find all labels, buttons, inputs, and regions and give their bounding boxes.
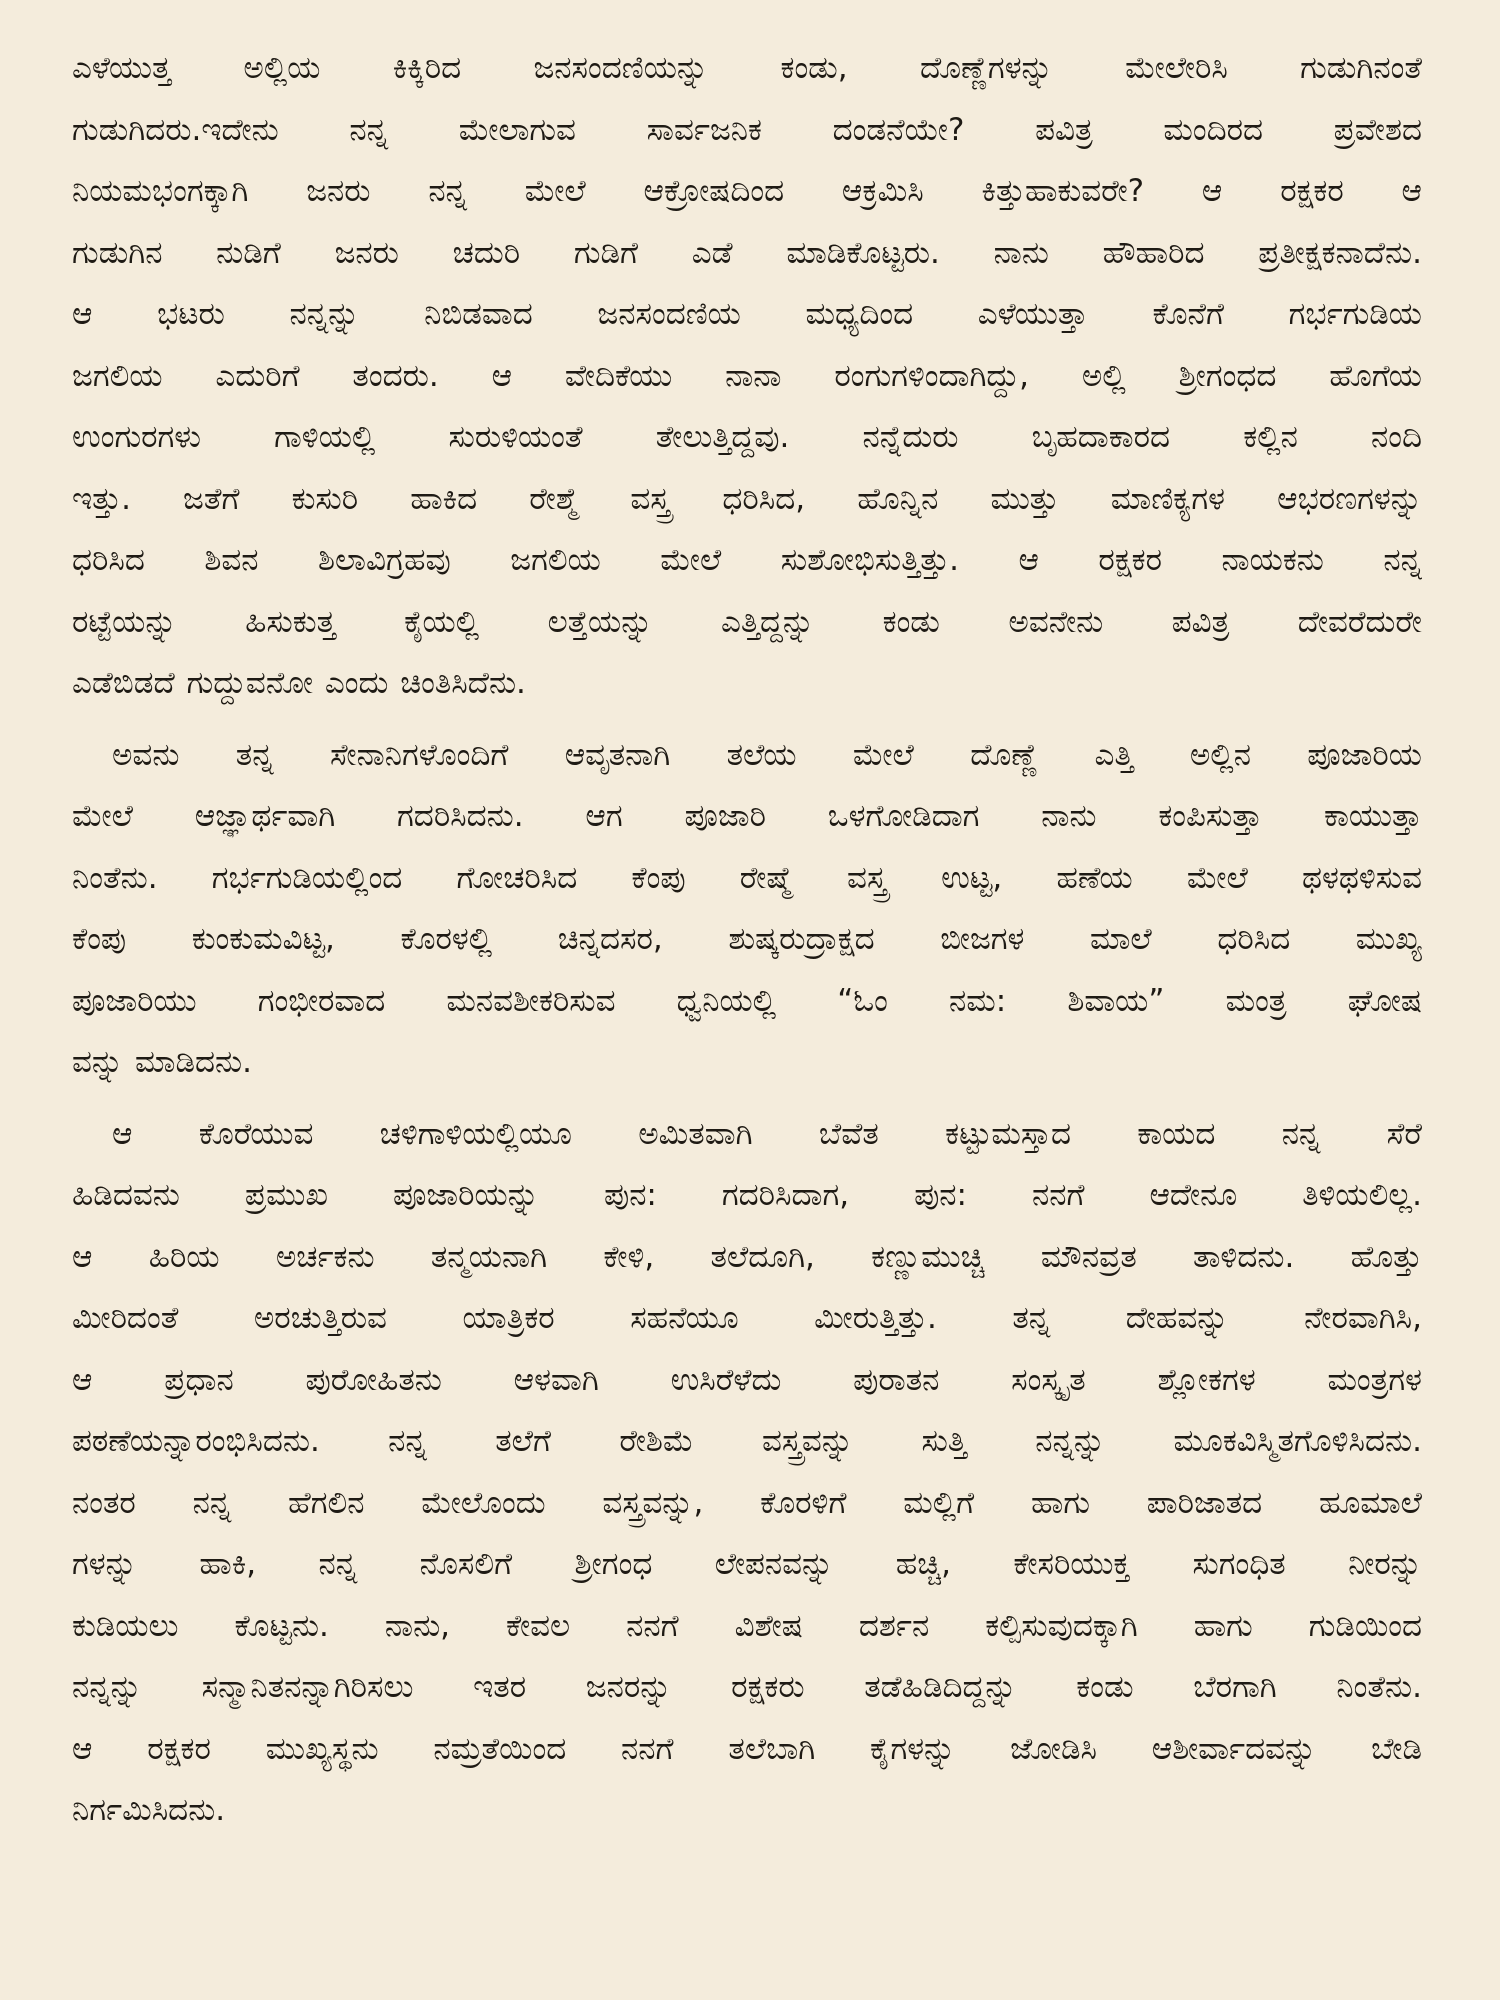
text-line: ಎಡೆಬಿಡದೆ ಗುದ್ದುವನೋ ಎಂದು ಚಿಂತಿಸಿದೆನು. bbox=[72, 665, 526, 701]
text-line: ಉಂಗುರಗಳು ಗಾಳಿಯಲ್ಲಿ ಸುರುಳಿಯಂತೆ ತೇಲುತ್ತಿದ್ದವು. ನನ್ನೆದುರು ಬೃಹದಾಕಾರದ ಕಲ್ಲಿನ ನಂದಿ bbox=[72, 419, 1422, 455]
text-line: ಇತ್ತು. ಜತೆಗೆ ಕುಸುರಿ ಹಾಕಿದ ರೇಶ್ಮೆ ವಸ್ತ್ರ ಧರಿಸಿದ, ಹೊನ್ನಿನ ಮುತ್ತು ಮಾಣಿಕ್ಯಗಳ ಆಭರಣಗಳನ್ನು bbox=[72, 480, 1422, 517]
text-line: ಪಠಣೆಯನ್ನಾರಂಭಿಸಿದನು. ನನ್ನ ತಲೆಗೆ ರೇಶಿಮೆ ವಸ್ತ್ರವನ್ನು ಸುತ್ತಿ ನನ್ನನ್ನು ಮೂಕವಿಸ್ಮಿತಗೊಳಿಸಿದನು. bbox=[72, 1423, 1422, 1459]
text-line: ಆ ರಕ್ಷಕರ ಮುಖ್ಯಸ್ಥನು ನಮ್ರತೆಯಿಂದ ನನಗೆ ತಲೆಬಾಗಿ ಕೈಗಳನ್ನು ಜೋಡಿಸಿ ಆಶೀರ್ವಾದವನ್ನು ಬೇಡಿ bbox=[72, 1730, 1422, 1767]
text-line: ಆ ಭಟರು ನನ್ನನ್ನು ನಿಬಿಡವಾದ ಜನಸಂದಣಿಯ ಮಧ್ಯದಿಂದ ಎಳೆಯುತ್ತಾ ಕೊನೆಗೆ ಗರ್ಭಗುಡಿಯ bbox=[72, 296, 1422, 332]
text-line: ಅವನು ತನ್ನ ಸೇನಾನಿಗಳೊಂದಿಗೆ ಆವೃತನಾಗಿ ತಲೆಯ ಮೇಲೆ ದೊಣ್ಣೆ ಎತ್ತಿ ಅಲ್ಲಿನ ಪೂಜಾರಿಯ bbox=[112, 736, 1422, 773]
text-line: ಹಿಡಿದವನು ಪ್ರಮುಖ ಪೂಜಾರಿಯನ್ನು ಪುನ: ಗದರಿಸಿದಾಗ, ಪುನ: ನನಗೆ ಆದೇನೂ ತಿಳಿಯಲಿಲ್ಲ. bbox=[72, 1177, 1422, 1213]
text-line: ರಟ್ಟೆಯನ್ನು ಹಿಸುಕುತ್ತ ಕೈಯಲ್ಲಿ ಲತ್ತೆಯನ್ನು ಎತ್ತಿದ್ದನ್ನು ಕಂಡು ಅವನೇನು ಪವಿತ್ರ ದೇವರೆದುರೇ bbox=[72, 603, 1422, 640]
text-line: ಜಗಲಿಯ ಎದುರಿಗೆ ತಂದರು. ಆ ವೇದಿಕೆಯು ನಾನಾ ರಂಗುಗಳಿಂದಾಗಿದ್ದು, ಅಲ್ಲಿ ಶ್ರೀಗಂಧದ ಹೊಗೆಯ bbox=[72, 357, 1422, 394]
text-line: ಎಳೆಯುತ್ತ ಅಲ್ಲಿಯ ಕಿಕ್ಕಿರಿದ ಜನಸಂದಣಿಯನ್ನು ಕಂಡು, ದೊಣ್ಣೆಗಳನ್ನು ಮೇಲೇರಿಸಿ ಗುಡುಗಿನಂತೆ bbox=[72, 50, 1422, 86]
text-line: ನಿಂತೆನು. ಗರ್ಭಗುಡಿಯಲ್ಲಿಂದ ಗೋಚರಿಸಿದ ಕೆಂಪು ರೇಷ್ಮೆ ವಸ್ತ್ರ ಉಟ್ಟ, ಹಣೆಯ ಮೇಲೆ ಥಳಥಳಿಸುವ bbox=[72, 859, 1422, 896]
text-line: ನಂತರ ನನ್ನ ಹೆಗಲಿನ ಮೇಲೊಂದು ವಸ್ತ್ರವನ್ನು, ಕೊರಳಿಗೆ ಮಲ್ಲಿಗೆ ಹಾಗು ಪಾರಿಜಾತದ ಹೂಮಾಲೆ bbox=[72, 1484, 1422, 1521]
text-line: ಪೂಜಾರಿಯು ಗಂಭೀರವಾದ ಮನವಶೀಕರಿಸುವ ಧ್ವನಿಯಲ್ಲಿ “ಓಂ ನಮ: ಶಿವಾಯ” ಮಂತ್ರ ಘೋಷ bbox=[72, 982, 1422, 1019]
text-line: ನಿಯಮಭಂಗಕ್ಕಾಗಿ ಜನರು ನನ್ನ ಮೇಲೆ ಆಕ್ರೋಷದಿಂದ ಆಕ್ರಮಿಸಿ ಕಿತ್ತುಹಾಕುವರೇ? ಆ ರಕ್ಷಕರ ಆ bbox=[72, 173, 1422, 209]
paragraph-3 bbox=[72, 1104, 1422, 1842]
paragraph-2 bbox=[72, 725, 1422, 1094]
text-line: ಕೆಂಪು ಕುಂಕುಮವಿಟ್ಟ, ಕೊರಳಲ್ಲಿ ಚಿನ್ನದಸರ, ಶುಷ್ಕರುದ್ರಾಕ್ಷದ ಬೀಜಗಳ ಮಾಲೆ ಧರಿಸಿದ ಮುಖ್ಯ bbox=[72, 921, 1422, 957]
text-line: ಕುಡಿಯಲು ಕೊಟ್ಟನು. ನಾನು, ಕೇವಲ ನನಗೆ ವಿಶೇಷ ದರ್ಶನ ಕಲ್ಪಿಸುವುದಕ್ಕಾಗಿ ಹಾಗು ಗುಡಿಯಿಂದ bbox=[72, 1607, 1422, 1644]
text-line: ವನ್ನು ಮಾಡಿದನು. bbox=[72, 1044, 252, 1080]
paragraph-1 bbox=[72, 38, 1422, 715]
text-line: ಆ ಹಿರಿಯ ಅರ್ಚಕನು ತನ್ಮಯನಾಗಿ ಕೇಳಿ, ತಲೆದೂಗಿ, ಕಣ್ಣುಮುಚ್ಚಿ ಮೌನವ್ರತ ತಾಳಿದನು. ಹೊತ್ತು bbox=[72, 1238, 1422, 1275]
text-line: ಗಳನ್ನು ಹಾಕಿ, ನನ್ನ ನೊಸಲಿಗೆ ಶ್ರೀಗಂಧ ಲೇಪನವನ್ನು ಹಚ್ಚಿ, ಕೇಸರಿಯುಕ್ತ ಸುಗಂಧಿತ ನೀರನ್ನು bbox=[72, 1546, 1422, 1582]
text-line: ಮೀರಿದಂತೆ ಅರಚುತ್ತಿರುವ ಯಾತ್ರಿಕರ ಸಹನೆಯೂ ಮೀರುತ್ತಿತ್ತು. ತನ್ನ ದೇಹವನ್ನು ನೇರವಾಗಿಸಿ, bbox=[72, 1300, 1422, 1336]
text-line: ಧರಿಸಿದ ಶಿವನ ಶಿಲಾವಿಗ್ರಹವು ಜಗಲಿಯ ಮೇಲೆ ಸುಶೋಭಿಸುತ್ತಿತ್ತು. ಆ ರಕ್ಷಕರ ನಾಯಕನು ನನ್ನ bbox=[72, 542, 1422, 578]
text-line: ಗುಡುಗಿದರು.ಇದೇನು ನನ್ನ ಮೇಲಾಗುವ ಸಾರ್ವಜನಿಕ ದಂಡನೆಯೇ? ಪವಿತ್ರ ಮಂದಿರದ ಪ್ರವೇಶದ bbox=[72, 111, 1422, 148]
text-line: ಆ ಕೊರೆಯುವ ಚಳಿಗಾಳಿಯಲ್ಲಿಯೂ ಅಮಿತವಾಗಿ ಬೆವೆತ ಕಟ್ಟುಮಸ್ತಾದ ಕಾಯದ ನನ್ನ ಸೆರೆ bbox=[112, 1115, 1422, 1152]
text-line: ನನ್ನನ್ನು ಸನ್ಮಾನಿತನನ್ನಾಗಿರಿಸಲು ಇತರ ಜನರನ್ನು ರಕ್ಷಕರು ತಡೆಹಿಡಿದಿದ್ದನ್ನು ಕಂಡು ಬೆರಗಾಗಿ ನಿಂತೆನು. bbox=[72, 1669, 1422, 1705]
text-line: ಮೇಲೆ ಆಜ್ಞಾರ್ಥವಾಗಿ ಗದರಿಸಿದನು. ಆಗ ಪೂಜಾರಿ ಒಳಗೋಡಿದಾಗ ನಾನು ಕಂಪಿಸುತ್ತಾ ಕಾಯುತ್ತಾ bbox=[72, 798, 1422, 834]
text-line: ಆ ಪ್ರಧಾನ ಪುರೋಹಿತನು ಆಳವಾಗಿ ಉಸಿರೆಳೆದು ಪುರಾತನ ಸಂಸ್ಕೃತ ಶ್ಲೋಕಗಳ ಮಂತ್ರಗಳ bbox=[72, 1361, 1422, 1398]
text-line: ನಿರ್ಗಮಿಸಿದನು. bbox=[72, 1792, 226, 1828]
text-line: ಗುಡುಗಿನ ನುಡಿಗೆ ಜನರು ಚದುರಿ ಗುಡಿಗೆ ಎಡೆ ಮಾಡಿಕೊಟ್ಟರು. ನಾನು ಹೌಹಾರಿದ ಪ್ರತೀಕ್ಷಕನಾದೆನು. bbox=[72, 234, 1422, 271]
